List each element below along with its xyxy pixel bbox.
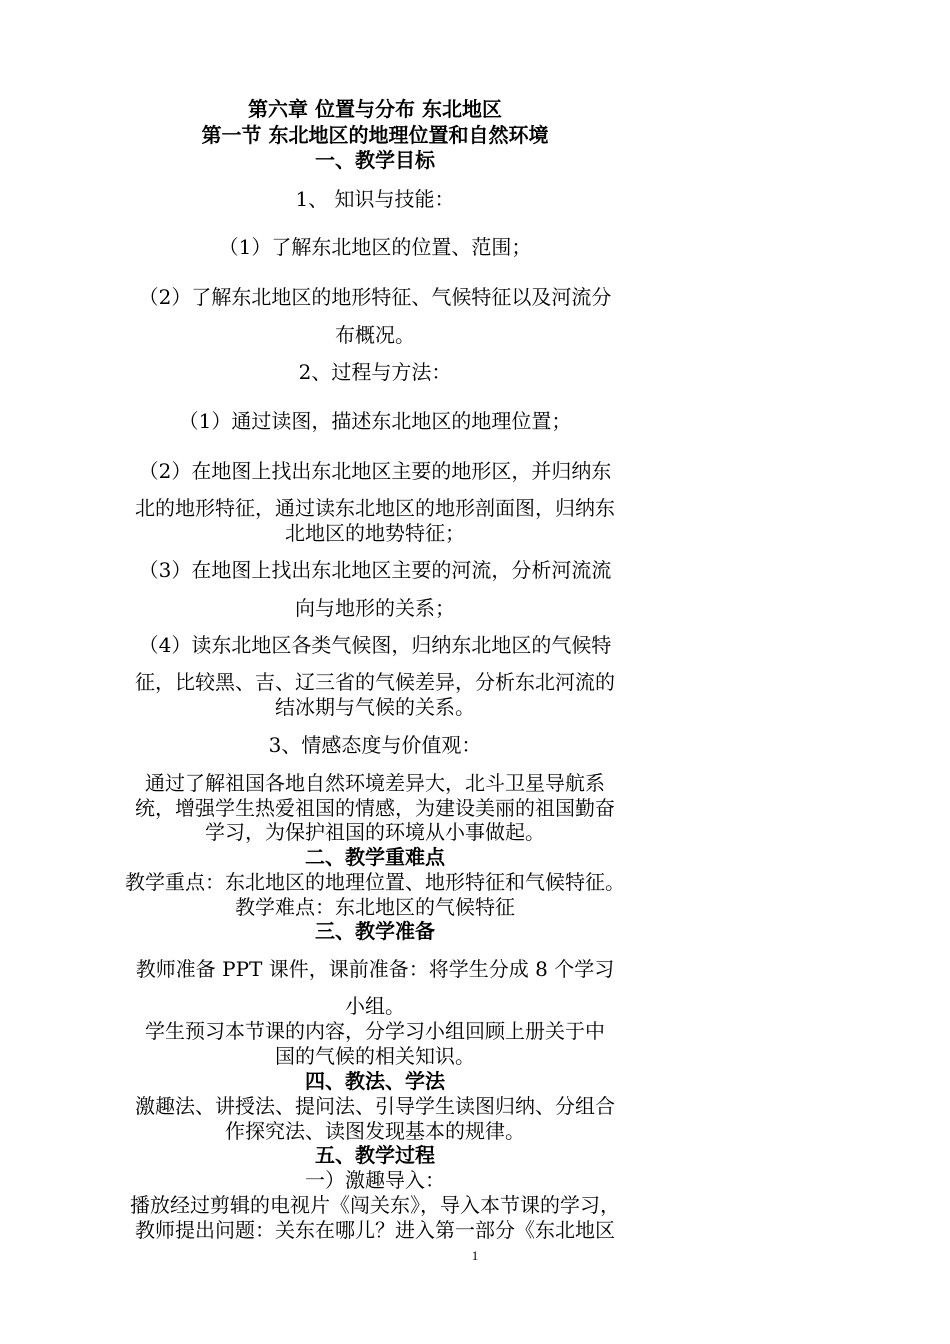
objective-2-item-2-line-3: 北地区的地势特征； (285, 521, 465, 545)
step-1-heading: 一）激趣导入： (305, 1168, 445, 1192)
key-point-text: 教学重点：东北地区的地理位置、地形特征和气候特征。 (125, 870, 625, 894)
objective-3-line-2: 统，增强学生热爱祖国的情感，为建设美丽的祖国勤奋 (135, 796, 615, 820)
preparation-line-1: 教师准备 PPT 课件，课前准备：将学生分成 8 个学习 (135, 957, 615, 981)
preparation-line-2: 小组。 (345, 994, 405, 1018)
objective-2-item-4-line-3: 结冰期与气候的关系。 (275, 695, 475, 719)
objective-2-item-2-line-2: 北的地形特征，通过读东北地区的地形剖面图，归纳东 (135, 496, 615, 520)
objective-2-item-1: （1）通过读图，描述东北地区的地理位置； (178, 409, 572, 433)
objective-2-item-3-line-2: 向与地形的关系； (295, 596, 455, 620)
step-1-line-2: 教师提出问题：关东在哪儿？进入第一部分《东北地区 (135, 1218, 615, 1242)
section-title: 第一节 东北地区的地理位置和自然环境 (201, 123, 549, 147)
step-1-line-1: 播放经过剪辑的电视片《闯关东》，导入本节课的学习， (130, 1193, 620, 1217)
objective-1-item-2-line-1: （2）了解东北地区的地形特征、气候特征以及河流分 (138, 285, 612, 309)
difficulty-text: 教学难点：东北地区的气候特征 (235, 895, 515, 919)
methods-line-2: 作探究法、读图发现基本的规律。 (225, 1119, 525, 1143)
objective-3-line-1: 通过了解祖国各地自然环境差异大，北斗卫星导航系 (145, 771, 605, 795)
objective-1-item-2-line-2: 布概况。 (335, 323, 415, 347)
objective-2-item-3-line-1: （3）在地图上找出东北地区主要的河流，分析河流流 (138, 558, 612, 582)
objective-3-heading: 3、情感态度与价值观： (268, 733, 482, 757)
heading-teaching-preparation: 三、教学准备 (315, 919, 435, 943)
heading-teaching-objectives: 一、教学目标 (315, 148, 435, 172)
heading-teaching-process: 五、教学过程 (315, 1143, 435, 1167)
chapter-title: 第六章 位置与分布 东北地区 (248, 97, 502, 121)
objective-1-item-1: （1）了解东北地区的位置、范围； (218, 235, 532, 259)
heading-key-difficult-points: 二、教学重难点 (305, 845, 445, 869)
heading-teaching-methods: 四、教法、学法 (305, 1069, 445, 1093)
preparation-line-4: 国的气候的相关知识。 (275, 1044, 475, 1068)
objective-2-item-2-line-1: （2）在地图上找出东北地区主要的地形区，并归纳东 (138, 459, 612, 483)
objective-2-item-4-line-2: 征，比较黑、吉、辽三省的气候差异，分析东北河流的 (135, 670, 615, 694)
objective-1-heading: 1、 知识与技能： (295, 187, 455, 211)
objective-2-heading: 2、过程与方法： (298, 360, 452, 384)
objective-2-item-4-line-1: （4）读东北地区各类气候图，归纳东北地区的气候特 (138, 633, 612, 657)
objective-3-line-3: 学习，为保护祖国的环境从小事做起。 (205, 820, 545, 844)
methods-line-1: 激趣法、讲授法、提问法、引导学生读图归纳、分组合 (135, 1094, 615, 1118)
page-number: 1 (471, 1248, 479, 1263)
preparation-line-3: 学生预习本节课的内容，分学习小组回顾上册关于中 (145, 1019, 605, 1043)
